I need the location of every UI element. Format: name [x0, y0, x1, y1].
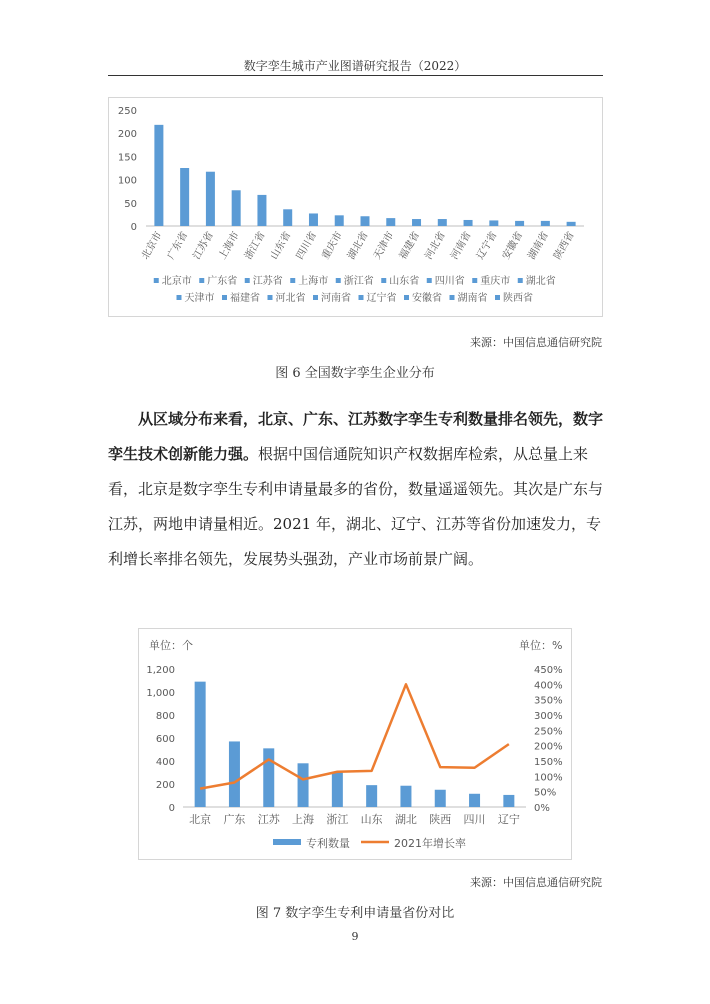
- right-y-tick-label: 100%: [534, 772, 563, 784]
- bar: [464, 220, 473, 226]
- x-tick-label: 四川省: [294, 230, 320, 262]
- legend-swatch: [427, 278, 432, 283]
- legend-entry: 福建省: [230, 293, 260, 304]
- bar: [154, 125, 163, 226]
- legend-entry: 浙江省: [343, 276, 374, 287]
- legend-entry: 湖北省: [525, 276, 556, 287]
- legend-entry-line: 2021年增长率: [394, 837, 466, 850]
- x-tick-label: 陕西省: [552, 230, 577, 262]
- x-tick-label: 河南省: [449, 230, 474, 262]
- left-y-tick-label: 1,200: [146, 665, 175, 676]
- bar: [541, 221, 550, 226]
- x-tick-label: 北京: [189, 813, 212, 826]
- right-y-tick-label: 350%: [534, 695, 563, 707]
- right-y-tick-label: 400%: [534, 680, 563, 692]
- legend-swatch: [404, 295, 409, 300]
- legend-entry: 河南省: [321, 293, 351, 304]
- bar: [489, 220, 498, 226]
- legend-swatch: [381, 278, 386, 283]
- legend-swatch: [313, 295, 318, 300]
- left-axis-unit: 单位：个: [149, 639, 193, 652]
- bar: [503, 795, 514, 807]
- x-tick-label: 湖北省: [346, 230, 371, 262]
- x-tick-label: 重庆市: [320, 230, 345, 262]
- legend-swatch: [472, 278, 477, 283]
- legend-swatch: [290, 278, 295, 283]
- bar: [366, 785, 377, 807]
- x-tick-label: 安徽省: [500, 230, 526, 262]
- bar: [232, 190, 241, 226]
- x-tick-label: 天津市: [371, 230, 397, 262]
- x-tick-label: 浙江省: [243, 230, 268, 262]
- bar: [435, 790, 446, 807]
- figure-6-frame: [108, 97, 603, 317]
- left-y-tick-label: 600: [155, 734, 175, 745]
- bar: [263, 748, 274, 807]
- x-tick-label: 浙江: [326, 813, 349, 826]
- right-y-tick-label: 450%: [534, 665, 563, 676]
- legend-entry: 天津市: [184, 293, 215, 304]
- bar: [567, 222, 576, 226]
- bar: [335, 215, 344, 226]
- legend-entry: 江苏省: [252, 276, 283, 287]
- legend-entry: 北京市: [161, 276, 192, 287]
- legend-swatch: [336, 278, 341, 283]
- legend-swatch: [518, 278, 523, 283]
- figure-6-source: 来源：中国信息通信研究院: [470, 336, 602, 349]
- legend-entry: 陕西省: [503, 293, 533, 304]
- x-tick-label: 广东省: [165, 230, 191, 262]
- x-tick-label: 广东: [223, 813, 246, 826]
- bar: [438, 219, 447, 226]
- figure-7-source: 来源：中国信息通信研究院: [470, 876, 602, 889]
- legend-swatch: [177, 295, 182, 300]
- x-tick-label: 湖南省: [526, 230, 551, 262]
- right-y-tick-label: 300%: [534, 711, 563, 722]
- legend-swatch: [245, 278, 250, 283]
- bar: [298, 763, 309, 807]
- y-tick-label: 250: [117, 106, 137, 117]
- bar: [469, 794, 480, 807]
- legend-entry: 山东省: [389, 276, 420, 287]
- x-tick-label: 辽宁: [497, 813, 520, 826]
- left-y-tick-label: 0: [168, 803, 175, 814]
- paragraph-body: 根据中国信通院知识产权数据库检索，从总量上来看，北京是数字孪生专利申请量最多的省份，数量遥遥领先。其次是广东与江苏，两地申请量相近。2021 年，湖北、辽宁、江苏等省份加速发力，专利增长率排名领先，发展势头强劲，产业市场前景广阔。: [108, 445, 604, 568]
- right-axis-unit: 单位：%: [519, 639, 563, 652]
- x-tick-label: 辽宁省: [474, 230, 500, 262]
- x-tick-label: 福建省: [397, 230, 423, 262]
- legend-entry: 安徽省: [412, 293, 442, 304]
- figure-6-caption: 图 6 全国数字孪生企业分布: [275, 366, 435, 381]
- right-y-tick-label: 0%: [534, 803, 550, 814]
- x-tick-label: 山东省: [268, 230, 294, 262]
- growth-rate-line: [200, 684, 509, 788]
- legend-entry-bar: 专利数量: [306, 837, 350, 850]
- figure-7-chart: [139, 629, 571, 859]
- left-y-tick-label: 800: [155, 711, 175, 722]
- x-tick-label: 上海: [292, 813, 315, 826]
- legend-entry: 广东省: [207, 276, 238, 287]
- x-tick-label: 北京市: [139, 230, 165, 262]
- legend-swatch: [495, 295, 500, 300]
- bar: [180, 168, 189, 226]
- legend-swatch: [359, 295, 364, 300]
- x-tick-label: 江苏省: [191, 230, 217, 262]
- bar: [400, 786, 411, 807]
- bar: [206, 172, 215, 226]
- bar: [515, 221, 524, 226]
- figure-7-caption: 图 7 数字孪生专利申请量省份对比: [255, 906, 455, 921]
- legend-swatch: [154, 278, 159, 283]
- bar: [332, 773, 343, 808]
- left-y-tick-label: 1,000: [146, 688, 175, 699]
- bar: [361, 216, 370, 226]
- y-tick-label: 50: [124, 198, 137, 210]
- legend-entry: 上海市: [298, 276, 329, 287]
- right-y-tick-label: 150%: [534, 757, 563, 768]
- running-header: 数字孪生城市产业图谱研究报告（2022）: [243, 59, 467, 73]
- y-tick-label: 150: [117, 152, 137, 164]
- header-rule: [108, 75, 603, 76]
- x-tick-label: 河北省: [423, 230, 448, 262]
- page-number: 9: [351, 930, 359, 943]
- y-tick-label: 100: [117, 175, 137, 187]
- right-y-tick-label: 250%: [534, 726, 563, 738]
- right-y-tick-label: 50%: [534, 787, 557, 799]
- figure-6-chart: [109, 98, 602, 316]
- bar: [229, 741, 240, 807]
- legend-entry: 四川省: [434, 276, 465, 287]
- figure-7-frame: [138, 628, 572, 860]
- legend-entry: 河北省: [275, 293, 306, 304]
- x-tick-label: 陕西: [429, 813, 452, 826]
- x-tick-label: 山东: [360, 813, 383, 826]
- bar: [309, 213, 318, 226]
- legend-swatch: [450, 295, 455, 300]
- legend-swatch: [222, 295, 227, 300]
- y-tick-label: 0: [130, 222, 137, 233]
- legend-entry: 重庆市: [480, 276, 511, 287]
- x-tick-label: 湖北: [394, 813, 417, 826]
- left-y-tick-label: 200: [155, 780, 175, 791]
- legend-entry: 湖南省: [457, 293, 488, 304]
- bar: [257, 195, 266, 226]
- paragraph-bold-lead: 从区域分布来看，北京、广东、江苏数字孪生专利数量排名领先，数字孪生技术创新能力强。: [108, 410, 604, 463]
- legend-entry: 辽宁省: [366, 293, 397, 304]
- x-tick-label: 四川: [463, 813, 486, 826]
- bar: [386, 218, 395, 226]
- left-y-tick-label: 400: [155, 757, 175, 768]
- right-y-tick-label: 200%: [534, 741, 563, 753]
- legend-swatch: [268, 295, 273, 300]
- x-tick-label: 上海市: [217, 230, 242, 262]
- legend-swatch: [199, 278, 204, 283]
- bar: [283, 209, 292, 226]
- y-tick-label: 200: [117, 129, 137, 141]
- legend-swatch-bar: [273, 839, 301, 845]
- x-tick-label: 江苏: [257, 813, 280, 826]
- bar: [412, 219, 421, 226]
- body-paragraph: [108, 402, 603, 577]
